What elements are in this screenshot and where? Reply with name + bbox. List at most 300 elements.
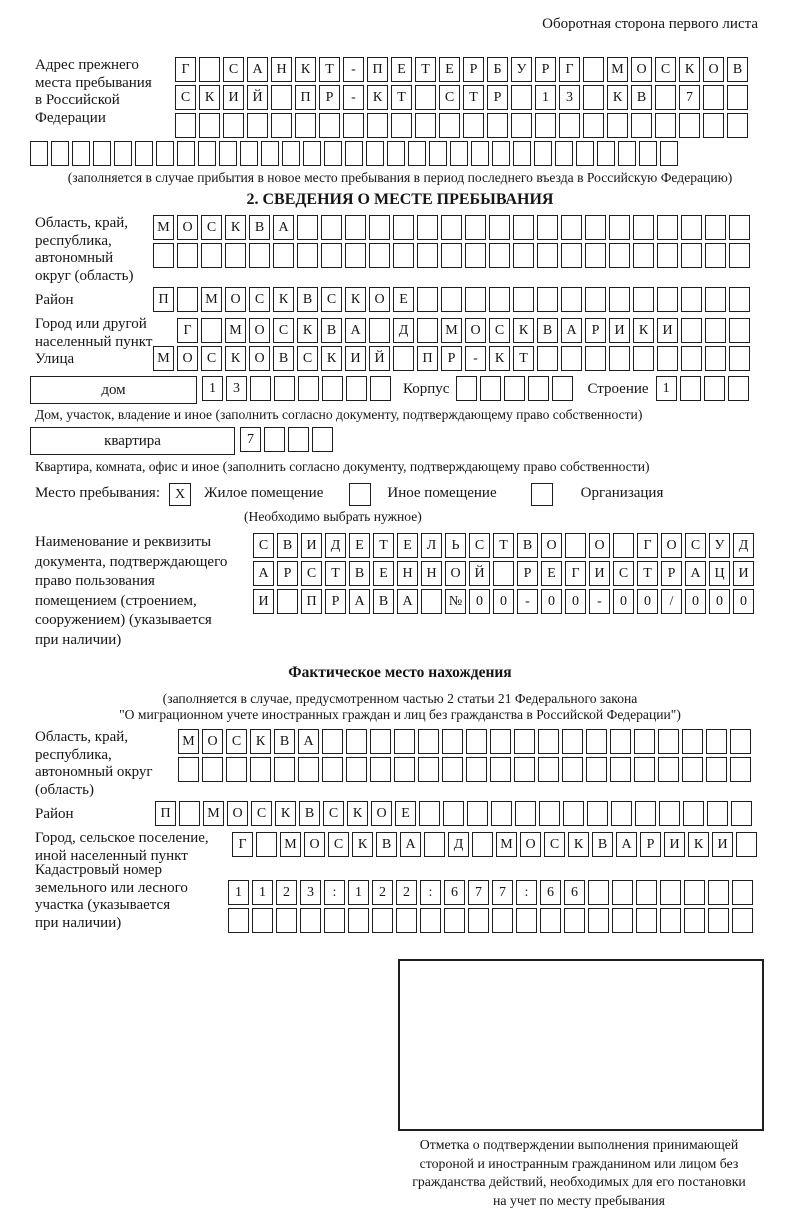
char-cell <box>345 141 363 166</box>
char-cell <box>319 113 340 138</box>
house-box-label: дом <box>30 376 197 404</box>
char-cell: Г <box>177 318 198 343</box>
char-cell <box>634 757 655 782</box>
char-cell <box>635 801 656 826</box>
char-cell: П <box>367 57 388 82</box>
char-cell <box>322 757 343 782</box>
char-cell <box>657 287 678 312</box>
char-cell: Д <box>448 832 469 857</box>
char-cell <box>295 113 316 138</box>
char-cell: М <box>496 832 517 857</box>
char-cell: И <box>345 346 366 371</box>
char-cell <box>705 287 726 312</box>
char-cell <box>705 346 726 371</box>
char-cell <box>552 376 573 401</box>
char-cell <box>348 908 369 933</box>
char-cell <box>633 243 654 268</box>
char-cell: Д <box>733 533 754 558</box>
char-cell: Р <box>517 561 538 586</box>
char-cell <box>585 243 606 268</box>
char-cell: 6 <box>444 880 465 905</box>
char-cell <box>730 757 751 782</box>
char-cell: - <box>465 346 486 371</box>
house-cells <box>202 376 391 401</box>
char-cell: М <box>607 57 628 82</box>
char-cell <box>618 141 636 166</box>
stamp-caption: Отметка о подтверждении выполнения принимающей стороной и иностранным гражданином или лицом без гражданства действий, необходимых для его постановки на учет по месту пребывания <box>412 1137 746 1208</box>
char-cell <box>256 832 277 857</box>
char-cell: - <box>343 85 364 110</box>
char-cell: И <box>664 832 685 857</box>
char-cell: К <box>633 318 654 343</box>
char-cell <box>539 801 560 826</box>
char-cell <box>511 113 532 138</box>
region-label: Область, край, республика, автономный округ (область) <box>35 215 134 284</box>
char-cell <box>703 85 724 110</box>
char-cell: Т <box>463 85 484 110</box>
char-cell <box>490 729 511 754</box>
char-cell <box>394 757 415 782</box>
char-cell <box>303 141 321 166</box>
char-cell: П <box>301 589 322 614</box>
char-cell <box>610 757 631 782</box>
char-cell <box>538 757 559 782</box>
char-cell: : <box>516 880 537 905</box>
char-cell <box>655 113 676 138</box>
char-cell: М <box>153 215 174 240</box>
char-cell: 0 <box>685 589 706 614</box>
char-cell <box>415 85 436 110</box>
char-cell <box>250 376 271 401</box>
char-cell <box>271 113 292 138</box>
actual-location-title: Фактическое место нахождения <box>288 664 512 682</box>
char-cell <box>198 141 216 166</box>
char-cell <box>30 141 48 166</box>
char-cell: А <box>397 589 418 614</box>
char-cell: К <box>321 346 342 371</box>
char-cell <box>537 346 558 371</box>
char-cell <box>450 141 468 166</box>
char-cell: О <box>589 533 610 558</box>
char-cell: Р <box>277 561 298 586</box>
char-cell <box>261 141 279 166</box>
char-cell: К <box>225 346 246 371</box>
char-cell: 0 <box>613 589 634 614</box>
char-cell: 6 <box>540 880 561 905</box>
char-cell <box>442 729 463 754</box>
char-cell: Д <box>393 318 414 343</box>
char-cell <box>415 113 436 138</box>
char-cell: 0 <box>565 589 586 614</box>
char-cell: К <box>225 215 246 240</box>
char-cell: Ц <box>709 561 730 586</box>
house-block <box>30 376 800 404</box>
actual-region-block <box>35 729 800 799</box>
char-cell <box>708 880 729 905</box>
street-label: Улица <box>35 351 75 367</box>
char-cell: Р <box>535 57 556 82</box>
char-cell <box>636 880 657 905</box>
char-cell: Б <box>487 57 508 82</box>
char-cell <box>252 908 273 933</box>
char-cell <box>417 287 438 312</box>
apartment-block <box>30 427 800 455</box>
char-cell <box>489 215 510 240</box>
char-cell <box>393 346 414 371</box>
char-cell <box>199 57 220 82</box>
char-cell: 1 <box>228 880 249 905</box>
char-cell: К <box>199 85 220 110</box>
korpus-cells <box>456 376 573 401</box>
char-cell <box>583 113 604 138</box>
char-cell: В <box>277 533 298 558</box>
char-cell: Р <box>640 832 661 857</box>
char-cell <box>660 141 678 166</box>
char-cell: А <box>685 561 706 586</box>
char-cell <box>732 908 753 933</box>
char-cell <box>493 561 514 586</box>
char-cell: : <box>324 880 345 905</box>
char-cell <box>468 908 489 933</box>
char-cell <box>535 113 556 138</box>
char-cell: 3 <box>559 85 580 110</box>
char-cell: : <box>420 880 441 905</box>
district-block <box>35 287 800 313</box>
char-cell <box>282 141 300 166</box>
char-cell: В <box>297 287 318 312</box>
char-cell: О <box>520 832 541 857</box>
char-cell <box>703 113 724 138</box>
char-cell <box>561 287 582 312</box>
actual-region-row-2 <box>178 757 751 782</box>
char-cell: А <box>253 561 274 586</box>
char-cell <box>202 757 223 782</box>
char-cell <box>657 346 678 371</box>
char-cell: 1 <box>535 85 556 110</box>
char-cell <box>565 533 586 558</box>
char-cell <box>228 908 249 933</box>
char-cell <box>369 318 390 343</box>
char-cell <box>297 215 318 240</box>
prev-address-note: (заполняется в случае прибытия в новое место пребывания в период последнего въезда в Российскую Федерацию) <box>67 170 733 185</box>
char-cell: В <box>321 318 342 343</box>
char-cell <box>443 801 464 826</box>
char-cell: К <box>367 85 388 110</box>
char-cell: О <box>177 346 198 371</box>
char-cell: 2 <box>396 880 417 905</box>
char-cell <box>480 376 501 401</box>
char-cell: С <box>321 287 342 312</box>
char-cell <box>555 141 573 166</box>
char-cell: У <box>511 57 532 82</box>
char-cell <box>369 243 390 268</box>
char-cell <box>706 757 727 782</box>
prev-address-label: Адрес прежнего места пребывания в Российской Федерации <box>35 57 152 126</box>
char-cell: О <box>227 801 248 826</box>
actual-district-label: Район <box>35 806 74 823</box>
char-cell: / <box>661 589 682 614</box>
region-block <box>35 215 800 285</box>
char-cell <box>540 908 561 933</box>
stay-type-block <box>35 482 800 506</box>
char-cell: 7 <box>240 427 261 452</box>
char-cell: 0 <box>733 589 754 614</box>
char-cell <box>223 113 244 138</box>
char-cell: У <box>709 533 730 558</box>
street-row <box>153 346 750 371</box>
char-cell: О <box>465 318 486 343</box>
char-cell <box>528 376 549 401</box>
char-cell <box>429 141 447 166</box>
char-cell <box>51 141 69 166</box>
char-cell <box>472 832 493 857</box>
document-row-3 <box>253 589 754 614</box>
apartment-cells <box>240 427 333 452</box>
char-cell: Т <box>391 85 412 110</box>
char-cell: С <box>301 561 322 586</box>
char-cell <box>727 85 748 110</box>
char-cell: - <box>517 589 538 614</box>
char-cell <box>585 215 606 240</box>
char-cell: Е <box>391 57 412 82</box>
char-cell <box>607 113 628 138</box>
char-cell: Т <box>325 561 346 586</box>
char-cell <box>177 243 198 268</box>
stroenie-label: Строение <box>587 381 649 397</box>
char-cell <box>585 346 606 371</box>
char-cell <box>684 908 705 933</box>
char-cell <box>288 427 309 452</box>
char-cell: К <box>513 318 534 343</box>
char-cell: 0 <box>637 589 658 614</box>
char-cell <box>732 880 753 905</box>
char-cell: С <box>489 318 510 343</box>
char-cell <box>418 729 439 754</box>
char-cell: - <box>589 589 610 614</box>
char-cell <box>504 376 525 401</box>
char-cell <box>444 908 465 933</box>
char-cell <box>513 243 534 268</box>
char-cell <box>612 908 633 933</box>
char-cell <box>179 801 200 826</box>
char-cell <box>681 318 702 343</box>
char-cell: Р <box>585 318 606 343</box>
char-cell: А <box>247 57 268 82</box>
stay-type-option-residential: Жилое помещение <box>204 485 324 502</box>
char-cell <box>610 729 631 754</box>
document-row-1 <box>253 533 754 558</box>
char-cell: С <box>201 215 222 240</box>
stay-type-label: Место пребывания: <box>35 485 160 502</box>
char-cell <box>456 376 477 401</box>
char-cell: 2 <box>276 880 297 905</box>
char-cell: О <box>249 318 270 343</box>
char-cell <box>655 85 676 110</box>
char-cell: С <box>328 832 349 857</box>
char-cell <box>561 346 582 371</box>
char-cell: О <box>541 533 562 558</box>
char-cell <box>393 215 414 240</box>
prev-address-row-2 <box>175 85 748 110</box>
char-cell <box>175 113 196 138</box>
char-cell <box>658 729 679 754</box>
char-cell <box>491 801 512 826</box>
char-cell <box>705 318 726 343</box>
char-cell <box>576 141 594 166</box>
char-cell <box>465 243 486 268</box>
char-cell: 1 <box>252 880 273 905</box>
stamp-box <box>398 959 764 1131</box>
house-note: Дом, участок, владение и иное (заполнить согласно документу, подтверждающему право собственности) <box>35 407 643 423</box>
char-cell <box>321 243 342 268</box>
char-cell <box>417 215 438 240</box>
actual-region-row-1 <box>178 729 751 754</box>
char-cell <box>271 85 292 110</box>
char-cell <box>156 141 174 166</box>
char-cell <box>219 141 237 166</box>
char-cell: Р <box>319 85 340 110</box>
char-cell: П <box>295 85 316 110</box>
char-cell: П <box>153 287 174 312</box>
char-cell: К <box>273 287 294 312</box>
char-cell: 7 <box>468 880 489 905</box>
char-cell: М <box>203 801 224 826</box>
char-cell <box>489 243 510 268</box>
char-cell: А <box>349 589 370 614</box>
char-cell <box>657 243 678 268</box>
char-cell <box>487 113 508 138</box>
char-cell: И <box>589 561 610 586</box>
char-cell <box>387 141 405 166</box>
char-cell <box>72 141 90 166</box>
district-label: Район <box>35 292 74 308</box>
char-cell: С <box>273 318 294 343</box>
char-cell <box>465 215 486 240</box>
char-cell <box>705 243 726 268</box>
char-cell: К <box>352 832 373 857</box>
char-cell <box>537 215 558 240</box>
char-cell: И <box>712 832 733 857</box>
char-cell <box>514 757 535 782</box>
char-cell: В <box>249 215 270 240</box>
char-cell <box>727 113 748 138</box>
char-cell <box>408 141 426 166</box>
char-cell: О <box>249 346 270 371</box>
char-cell: М <box>178 729 199 754</box>
char-cell: А <box>273 215 294 240</box>
char-cell <box>634 729 655 754</box>
char-cell: С <box>685 533 706 558</box>
char-cell <box>312 427 333 452</box>
char-cell <box>729 346 750 371</box>
char-cell <box>731 801 752 826</box>
char-cell <box>276 908 297 933</box>
char-cell <box>366 141 384 166</box>
char-cell: 3 <box>226 376 247 401</box>
char-cell: В <box>274 729 295 754</box>
char-cell: Е <box>439 57 460 82</box>
char-cell: И <box>223 85 244 110</box>
char-cell <box>393 243 414 268</box>
char-cell <box>372 908 393 933</box>
char-cell: И <box>657 318 678 343</box>
char-cell <box>586 729 607 754</box>
char-cell <box>345 243 366 268</box>
char-cell <box>729 287 750 312</box>
char-cell: Т <box>319 57 340 82</box>
char-cell: Н <box>421 561 442 586</box>
char-cell: С <box>251 801 272 826</box>
char-cell: Г <box>559 57 580 82</box>
char-cell: А <box>616 832 637 857</box>
char-cell <box>277 589 298 614</box>
char-cell <box>346 757 367 782</box>
char-cell: В <box>631 85 652 110</box>
char-cell: И <box>609 318 630 343</box>
char-cell: 1 <box>656 376 677 401</box>
char-cell <box>534 141 552 166</box>
char-cell: С <box>223 57 244 82</box>
char-cell: Ь <box>445 533 466 558</box>
region-row-1 <box>153 215 750 240</box>
char-cell <box>707 801 728 826</box>
actual-district-block <box>35 801 800 827</box>
actual-district-row <box>155 801 752 826</box>
char-cell <box>250 757 271 782</box>
char-cell: К <box>688 832 709 857</box>
char-cell <box>177 141 195 166</box>
char-cell <box>298 376 319 401</box>
stay-type-checkbox-other <box>349 483 371 506</box>
char-cell <box>588 880 609 905</box>
char-cell <box>114 141 132 166</box>
city-row <box>177 318 750 343</box>
char-cell <box>346 729 367 754</box>
district-row <box>153 287 750 312</box>
char-cell: Т <box>373 533 394 558</box>
char-cell: С <box>201 346 222 371</box>
char-cell <box>728 376 749 401</box>
char-cell <box>417 318 438 343</box>
char-cell: - <box>343 57 364 82</box>
char-cell <box>465 287 486 312</box>
char-cell <box>439 113 460 138</box>
char-cell <box>562 729 583 754</box>
char-cell <box>135 141 153 166</box>
stay-type-option-other: Иное помещение <box>387 485 497 502</box>
char-cell: В <box>299 801 320 826</box>
char-cell <box>564 908 585 933</box>
stay-type-checkbox-residential: X <box>169 483 191 506</box>
char-cell: О <box>661 533 682 558</box>
char-cell <box>441 215 462 240</box>
char-cell <box>466 757 487 782</box>
char-cell: В <box>592 832 613 857</box>
char-cell <box>322 376 343 401</box>
char-cell: Е <box>541 561 562 586</box>
char-cell: В <box>517 533 538 558</box>
char-cell: К <box>679 57 700 82</box>
char-cell: К <box>568 832 589 857</box>
cadastral-label: Кадастровый номер земельного или лесного участка (указывается при наличии) <box>35 862 188 931</box>
char-cell <box>297 243 318 268</box>
char-cell <box>679 113 700 138</box>
char-cell <box>441 243 462 268</box>
char-cell: В <box>727 57 748 82</box>
char-cell: Г <box>232 832 253 857</box>
char-cell <box>93 141 111 166</box>
char-cell <box>706 729 727 754</box>
